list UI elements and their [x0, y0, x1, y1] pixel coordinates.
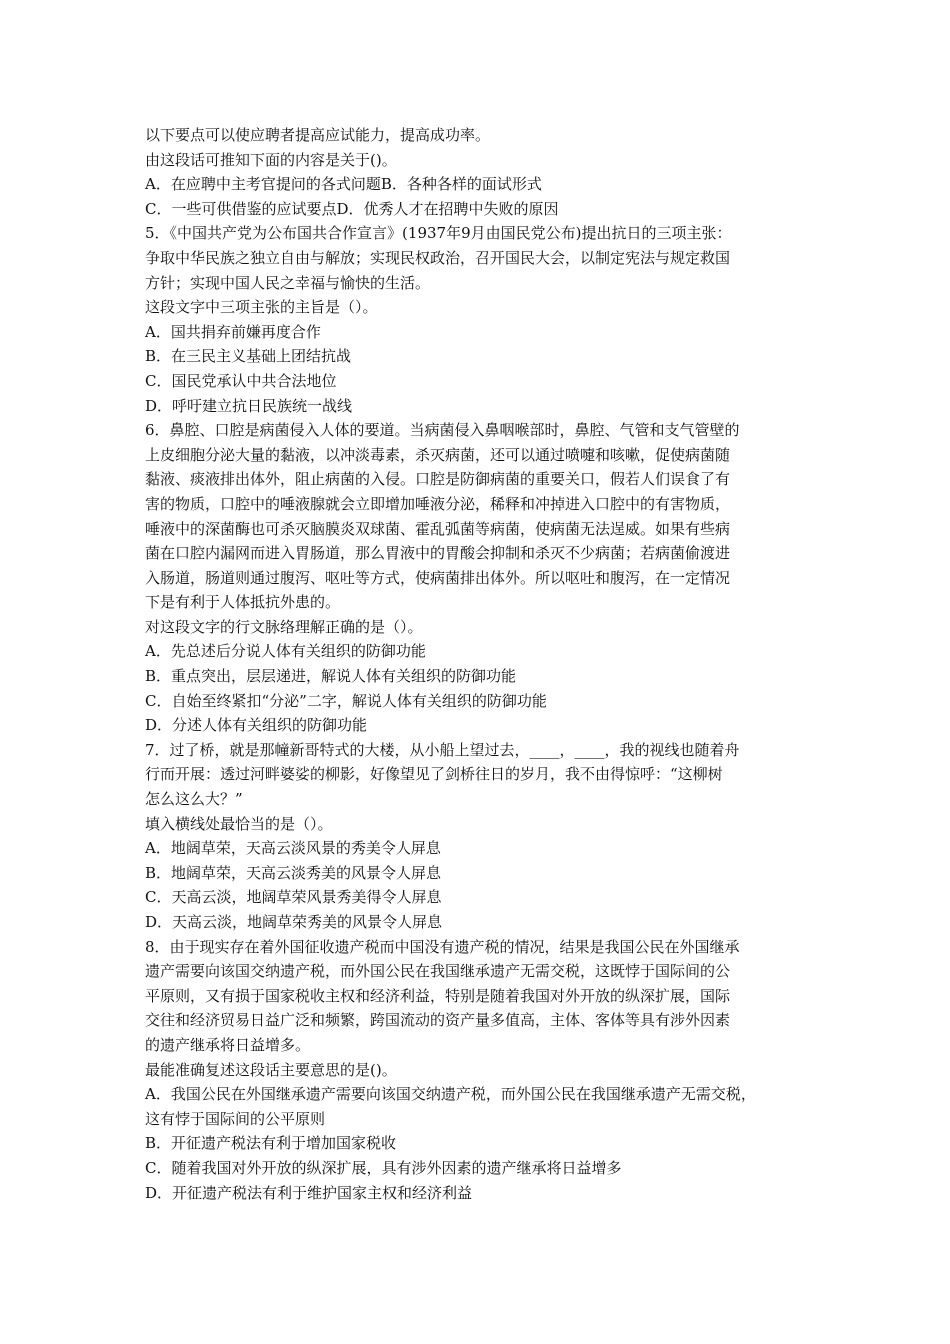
- option-d: D．分述人体有关组织的防御功能: [145, 716, 368, 735]
- text-line: 下是有利于人体抵抗外患的。: [145, 593, 341, 612]
- question-5-text: 5．《中国共产党为公布国共合作宣言》(1937年9月由国民党公布)提出抗日的三项主张：: [145, 224, 732, 243]
- option-line: C．一些可供借鉴的应试要点D．优秀人才在招聘中失败的原因: [145, 199, 559, 218]
- option-b: B．在三民主义基础上团结抗战: [145, 347, 352, 366]
- option-d: D．开征遗产税法有利于维护国家主权和经济利益: [145, 1183, 473, 1202]
- option-c: C．自始至终紧扣“分泌”二字，解说人体有关组织的防御功能: [145, 691, 547, 710]
- option-a: A．地阔草荣，天高云淡风景的秀美令人屏息: [145, 839, 441, 858]
- question-stem: 对这段文字的行文脉络理解正确的是（）。: [145, 617, 423, 636]
- option-b: B．地阔草荣，天高云淡秀美的风景令人屏息: [145, 863, 442, 882]
- option-b: B．开征遗产税法有利于增加国家税收: [145, 1134, 397, 1153]
- document-page: [145, 123, 825, 1205]
- option-line: A．在应聘中主考官提问的各式问题B．各种各样的面试形式: [145, 175, 542, 194]
- text-line: 的遗产继承将日益增多。: [145, 1035, 311, 1054]
- text-line: 怎么这么大？”: [145, 790, 243, 809]
- question-stem: 填入横线处最恰当的是（）。: [145, 814, 333, 833]
- text-line: 行而开展：透过河畔婆娑的柳影，好像望见了剑桥往日的岁月，我不由得惊呼：“这柳树: [145, 765, 723, 784]
- option-c: C．国民党承认中共合法地位: [145, 371, 337, 390]
- option-c: C．天高云淡，地阔草荣风景秀美得令人屏息: [145, 888, 442, 907]
- question-stem: 由这段话可推知下面的内容是关于()。: [145, 150, 397, 169]
- question-stem: 这段文字中三项主张的主旨是（）。: [145, 298, 378, 317]
- text-line: 黏液、痰液排出体外，阻止病菌的入侵。口腔是防御病菌的重要关口，假若人们误食了有: [145, 470, 731, 489]
- text-line: 争取中华民族之独立自由与解放；实现民权政治，召开国民大会，以制定宪法与规定救国: [145, 248, 731, 267]
- question-8-text: 8．由于现实存在着外国征收遗产税而中国没有遗产税的情况，结果是我国公民在外国继承: [145, 937, 740, 956]
- text-line: 害的物质，口腔中的唾液腺就会立即增加唾液分泌，稀释和冲掉进入口腔中的有害物质，: [145, 494, 731, 513]
- option-c: C．随着我国对外开放的纵深扩展，具有涉外因素的遗产继承将日益增多: [145, 1158, 622, 1177]
- text-line: 菌在口腔内漏网而进入胃肠道，那么胃液中的胃酸会抑制和杀灭不少病菌；若病菌偷渡进: [145, 544, 731, 563]
- question-stem: 最能准确复述这段话主要意思的是()。: [145, 1060, 397, 1079]
- question-6-text: 6．鼻腔、口腔是病菌侵入人体的要道。当病菌侵入鼻咽喉部时，鼻腔、气管和支气管壁的: [145, 421, 740, 440]
- text-line: 方针；实现中国人民之幸福与愉快的生活。: [145, 273, 431, 292]
- text-line: 上皮细胞分泌大量的黏液，以冲淡毒素，杀灭病菌，还可以通过喷嚏和咳嗽，促使病菌随: [145, 445, 731, 464]
- option-d: D．天高云淡，地阔草荣秀美的风景令人屏息: [145, 913, 443, 931]
- text-line: 以下要点可以使应聘者提高应试能力，提高成功率。: [145, 126, 491, 144]
- text-line: 遗产需要向该国交纳遗产税，而外国公民在我国继承遗产无需交税，这既悖于国际间的公: [145, 962, 731, 981]
- text-line: 入肠道，肠道则通过腹泻、呕吐等方式，使病菌排出体外。所以呕吐和腹泻，在一定情况: [145, 568, 731, 587]
- option-a: A．国共捐弃前嫌再度合作: [145, 322, 321, 341]
- option-a: A．先总述后分说人体有关组织的防御功能: [145, 642, 426, 661]
- text-line: 平原则，又有损于国家税收主权和经济利益，特别是随着我国对外开放的纵深扩展，国际: [145, 986, 731, 1005]
- text-line: 交往和经济贸易日益广泛和频繁，跨国流动的资产量多值高，主体、客体等具有涉外因素: [145, 1011, 731, 1030]
- text-line: 唾液中的深菌酶也可杀灭脑膜炎双球菌、霍乱弧菌等病菌，使病菌无法逞威。如果有些病: [145, 519, 731, 538]
- option-d: D．呼吁建立抗日民族统一战线: [145, 396, 353, 415]
- option-a-continued: 这有悖于国际间的公平原则: [145, 1109, 326, 1128]
- option-b: B．重点突出，层层递进，解说人体有关组织的防御功能: [145, 667, 517, 686]
- question-7-text: 7．过了桥，就是那幢新哥特式的大楼，从小船上望过去，____，____，我的视线也随着舟: [145, 740, 740, 759]
- option-a: A．我国公民在外国继承遗产需要向该国交纳遗产税，而外国公民在我国继承遗产无需交税，: [145, 1085, 756, 1104]
